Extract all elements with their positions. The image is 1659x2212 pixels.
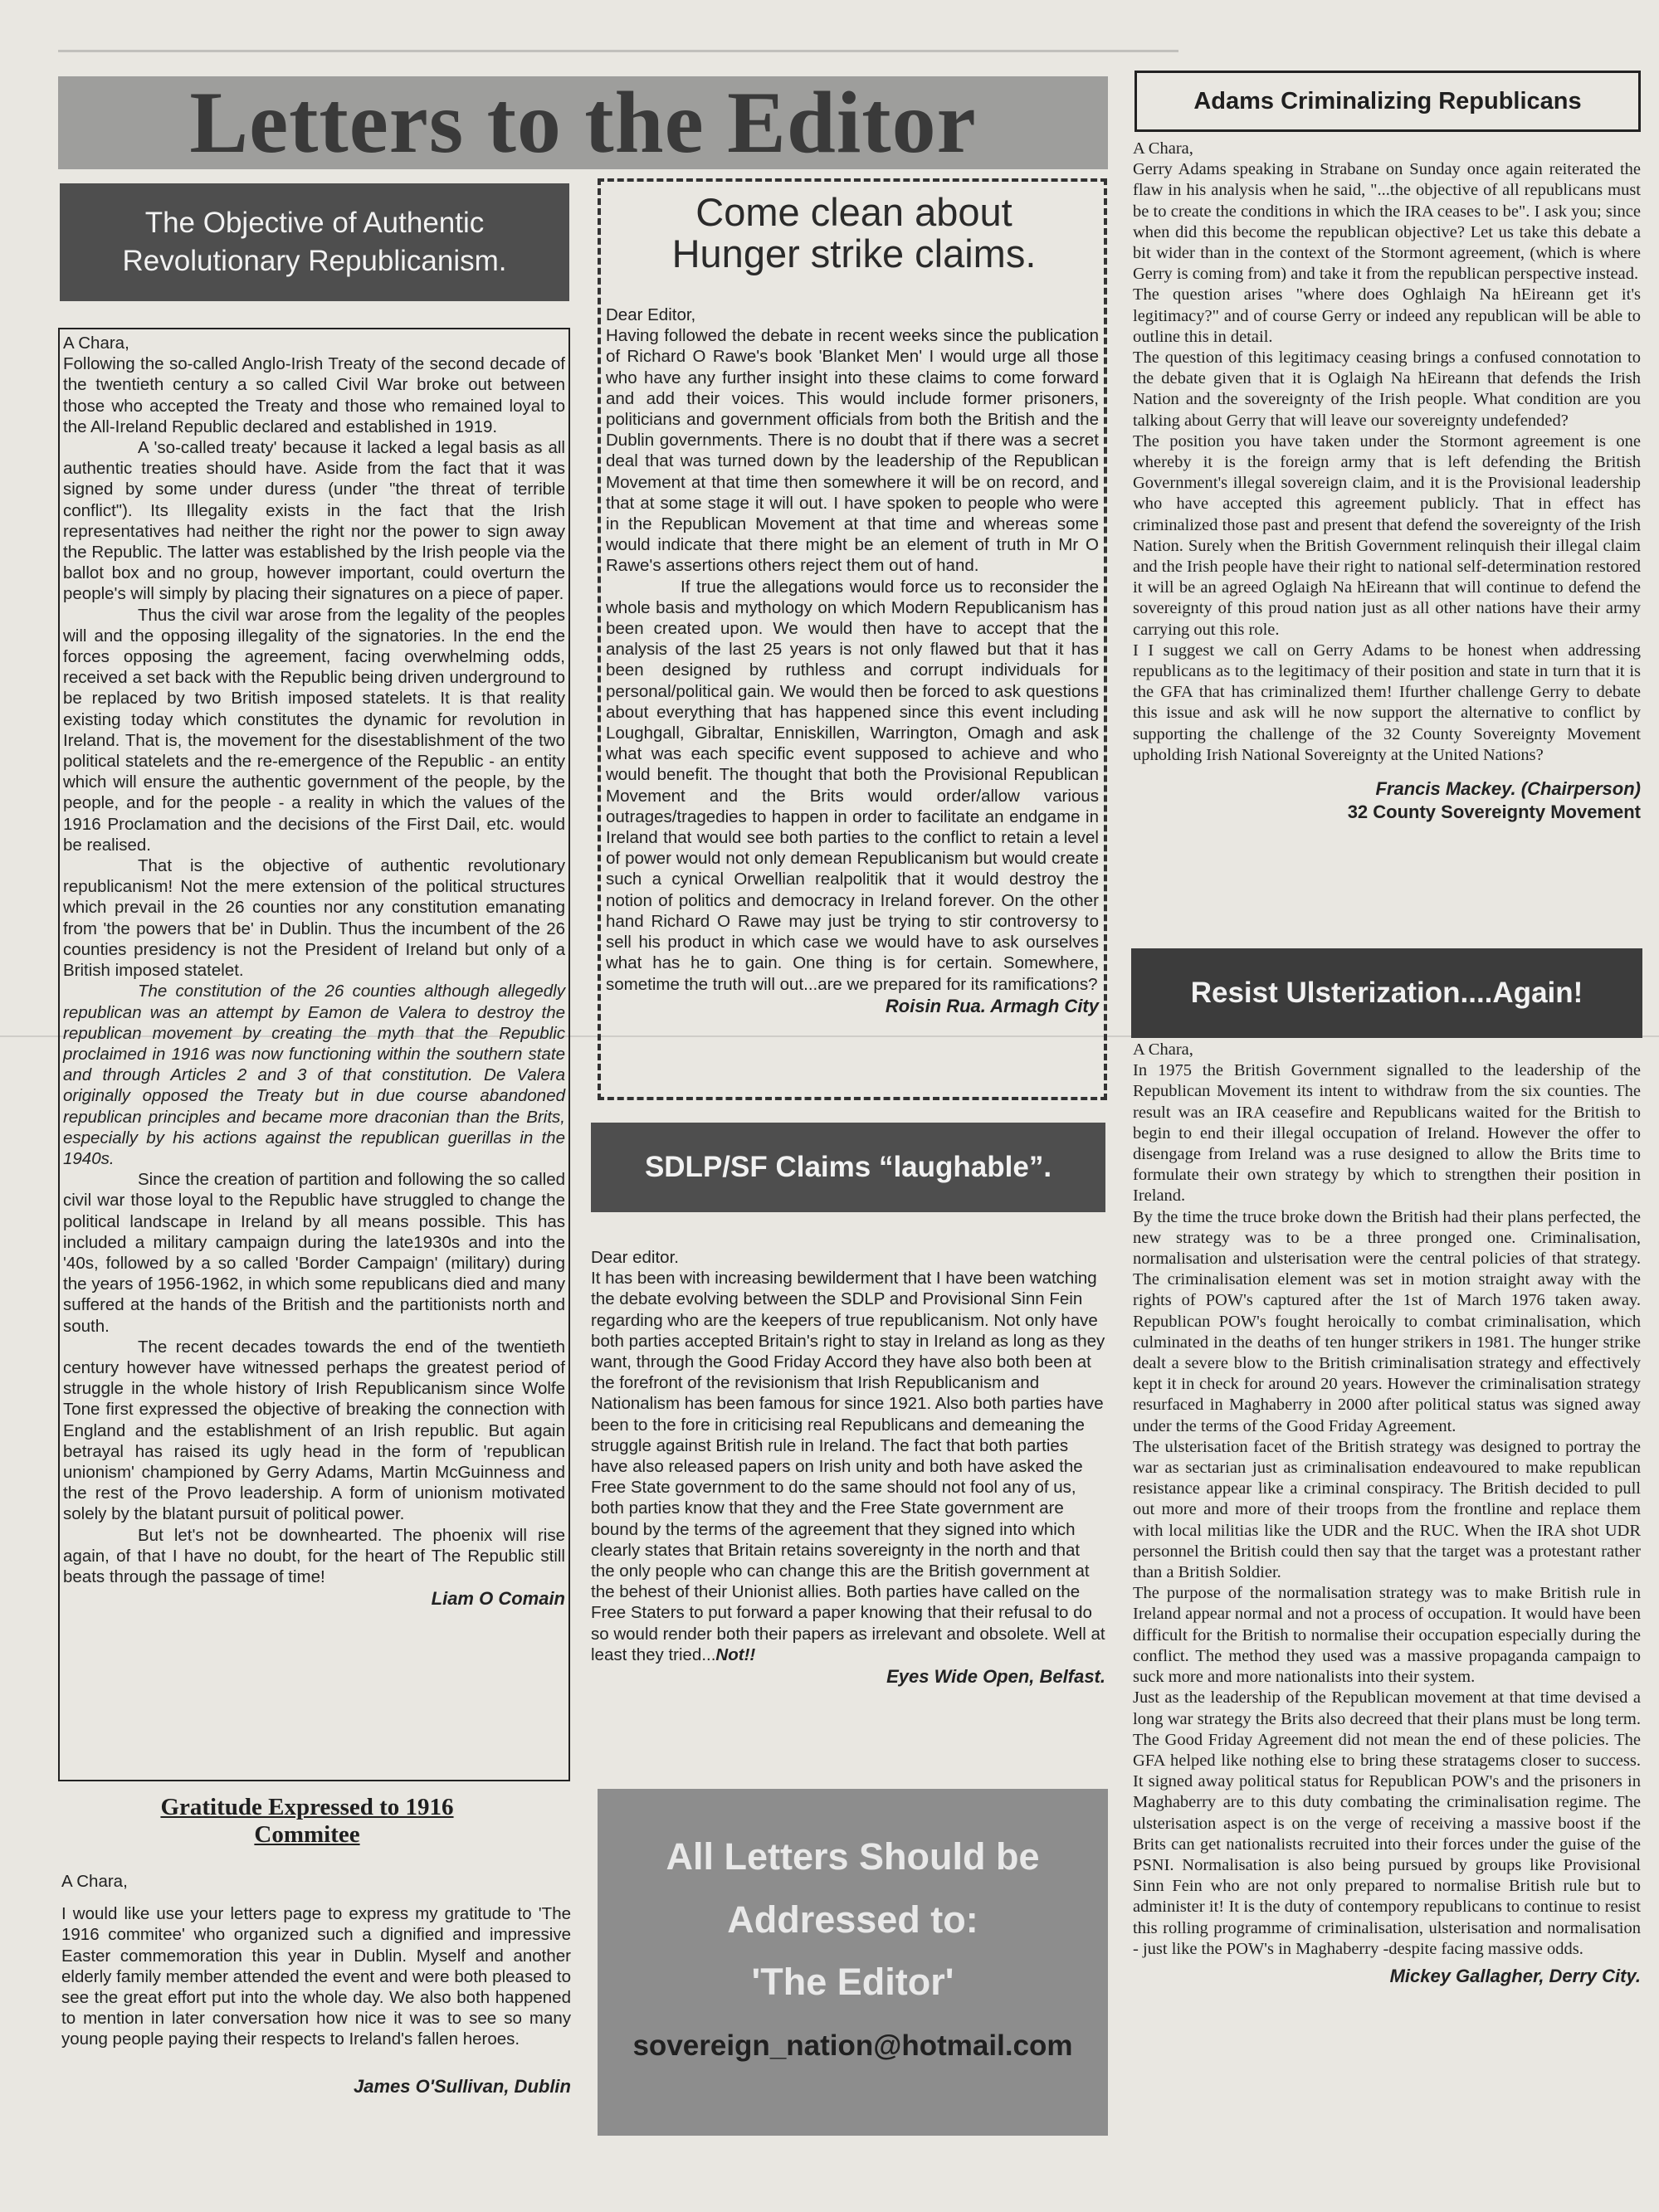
letter6-title: Resist Ulsterization....Again!: [1190, 977, 1583, 1009]
letter5-title: Adams Criminalizing Republicans: [1193, 87, 1582, 114]
letter1-paragraph: Thus the civil war arose from the legality of the peoples will and the opposing illegality of the signatories. In the end the forces opposing the agreement, facing overwhelming odds, received a set back with the Republic being driven underground to be replaced by two British imposed statelets. It is that reality existing today which constitutes the dynamic for revolution in Ireland. That is, the movement for the disestablishment of the two political statelets and the re-emergence of the Republic - an entity which will ensure the authentic government of the people, by the people, and for the people - a reality in which the values of the 1916 Proclamation and the decisions of the First Dail, etc. would be realised.: [63, 605, 565, 855]
letter1-title-banner: [60, 183, 569, 301]
letter6-paragraph: Just as the leadership of the Republican movement at that time devised a long war strategy the Brits also decreed that their plans must be long term. The Good Friday Agreement did not mean the end of these policies. The GFA helped like nothing else to bring these stratagems closer to success. It signed away political status for Republican POW's and the prisoners in Maghaberry are to this duty combating the criminalisation regime. The ulsterisation aspect is on the verge of receiving a massive boost if the Brits can get nationalists recruited into their forces under the guise of the PSNI. Normalisation is also being pursued by groups like Provisional Sinn Fein who are not only prepared to normalise British rule but to administer it! It is the duty of contempory republicans to continue to resist this rolling programme of criminalisation, ulsterisation and normalisation - just like the POW's in Maghaberry -despite facing massive odds.: [1133, 1688, 1641, 1958]
letter3-paragraph: Having followed the debate in recent weeks since the publication of Richard O Rawe's book 'Blanket Men' I would urge all those who have any further insight into these claims to come forward and add their voices. This would include former prisoners, politicians and government officials from both the British and the Dublin governments. There is no doubt that if there was a secret deal that was turned down by the leadership of the Republican Movement at that time then somewhere it will be on record, and that at some stage it will out. I have spoken to people who were in the Republican Movement at that time and whereas some would indicate that there might be an element of truth in Mr O Rawe's assertions others reject them out of hand.: [606, 326, 1099, 576]
letter6-salutation: A Chara,: [1133, 1040, 1193, 1059]
letter3-paragraph: If true the allegations would force us to reconsider the whole basis and mythology on which Modern Republicanism has been created upon. We would then have to accept that the analysis of the last 25 years is not only flawed but that it has been designed by ruthless and corrupt individuals for personal/political gain. We would then be forced to ask questions about everything that has happened since this event including Loughgall, Gibraltar, Enniskillen, Warrington, Omagh and ask what was each specific event supposed to achieve and who would benefit. The thought that both the Provisional Republican Movement and the Brits would order/allow various outrages/tragedies to happen in order to facilitate an endgame in Ireland that would see both parties to the conflict to retain a level of power would not only demean Republicanism but would create such a cynical Orwellian realpolitik that it would destroy the notion of politics and democracy in Ireland forever. On the other hand Richard O Rawe may just be trying to stir controversy to sell his product in which case we would have to ask ourselves what has he to gain. One thing is for certain. Somewhere, sometime the truth will out...are we prepared for its ramifications?: [606, 577, 1099, 994]
letter4-paragraph: [591, 1268, 1105, 1665]
masthead-title: Letters to the Editor: [189, 74, 977, 171]
letter5-paragraph: The position you have taken under the Stormont agreement is one whereby it is the foreign army that is left defending the British Government's illegal sovereign claim, and it is the Provisional leadership who have accepted this agreement publicly. That in effect has criminalized those past and present that defend the sovereignty of the Irish Nation. Surely when the British Government relinquish their illegal claim and the Irish people have their right to national self-determination restored it will be an agreed Oglaigh Na hEireann that will continue to defend the sovereignty of this proud nation just as all other nations have their army carrying out this role.: [1133, 431, 1641, 639]
letter1-paragraph: That is the objective of authentic revolutionary republicanism! Not the mere extension of the political structures which prevail in the 26 counties nor any constitution emanating from 'the powers that be' in Dublin. Thus the incumbent of the 26 counties presidency is not the President of Ireland but only of a British imposed statelet.: [63, 856, 565, 981]
letter1-paragraph: The recent decades towards the end of the twentieth century however have witnessed perhaps the greatest period of struggle in the whole history of Irish Republicanism since Wolfe Tone first expressed the objective of breaking the connection with England and the establishment of an Irish republic. But again betrayal has raised its ugly head in the form of 'republican unionism' championed by Gerry Adams, Martin McGuinness and the rest of the Provo leadership. A form of unionism motivated solely by the blatant pursuit of political power.: [63, 1337, 565, 1524]
letter3-signature: Roisin Rua. Armagh City: [885, 995, 1099, 1016]
letter6-title-banner: [1131, 948, 1642, 1038]
letter5-signature-name: Francis Mackey. (Chairperson): [1375, 778, 1641, 800]
letter2-salutation: A Chara,: [61, 1872, 128, 1891]
letter4-title: SDLP/SF Claims “laughable”.: [644, 1151, 1052, 1183]
letter4-paragraph-text: It has been with increasing bewilderment that I have been watching the debate evolving between the SDLP and Provisional Sinn Fein regarding who are the keepers of true republicanism. Not only have both parties accepted Britain's right to stay in Ireland as long as they want, through the Good Friday Accord they have also both been at the forefront of the revisionism that Irish Republicanism and Nationalism has been famous for since 1921. Also both parties have been to the fore in criticising real Republicans and demeaning the struggle against British rule in Ireland. The fact that both parties have also released papers on Irish unity and both have asked the Free State government to do the same should not fool any of us, both parties know that they and the Free State government are bound by the terms of the agreement that they signed into which clearly states that Britain retains sovereignty in the north and that the only people who can change this are the British government at the behest of their Unionist allies. Both parties have called on the Free Staters to put forward a paper knowing that their refusal to do so would render both their papers as irrelevant and obsolete. Well at least they tried...: [591, 1269, 1105, 1664]
letter1-paragraph: The constitution of the 26 counties although allegedly republican was an attempt by Eamon de Valera to destroy the republican movement by creating the myth that the Republic proclaimed in 1916 was now functioning within the southern state and through Articles 2 and 3 of that constitution. De Valera originally opposed the Treaty but in due course abandoned republican principles and became more draconian than the Brits, especially by his actions against the republican guerillas in the 1940s.: [63, 982, 565, 1168]
letter2-body: [61, 1871, 571, 2098]
masthead-banner: [58, 76, 1108, 169]
letter1-paragraph: Since the creation of partition and following the so called civil war those loyal to the Republic have struggled to change the political landscape in Ireland by all means possible. This has included a military campaign during the late1930s and into the '40s, followed by a so called 'Border Campaign' (military) during the years of 1956-1962, in which some republicans died and many suffered at the hands of the British and the partitionists north and south.: [63, 1170, 565, 1336]
letter6-paragraph: In 1975 the British Government signalled to the leadership of the Republican Movement its intent to withdraw from the six counties. The result was an IRA ceasefire and Republicans waited for the British to begin to end their illegal occupation of Ireland. However the offer to disengage from Ireland was a ruse designed to allow the Brits time to formulate their own strategy by which to strengthen their position in Ireland.: [1133, 1061, 1641, 1206]
letter5-paragraph: The question of this legitimacy ceasing brings a confused connotation to the debate given that it is Oglaigh Na hEireann that defends the Irish Nation and the sovereignty of the Irish people. What condition are you talking about Gerry that will leave our sovereignty undefended?: [1133, 348, 1641, 430]
letter3-box: [598, 178, 1107, 1100]
letter1-signature: Liam O Comain: [431, 1588, 565, 1610]
letter1-title: The Objective of Authentic Revolutionary Republicanism.: [122, 207, 507, 277]
editor-notice-box: [598, 1789, 1108, 2136]
letter5-body: [1133, 139, 1641, 824]
letter5-paragraph: I I suggest we call on Gerry Adams to be honest when addressing republicans as to the legitimacy of their position and state in turn that it is the GFA that has criminalized them! Ifurther challenge Gerry to debate this issue and ask will he now support the alternative to conflict by supporting the challenge of the 32 County Sovereignty Movement upholding Irish National Sovereignty at the United Nations?: [1133, 641, 1641, 764]
letter1-salutation: A Chara,: [63, 334, 129, 353]
letter2-signature: James O'Sullivan, Dublin: [354, 2075, 571, 2097]
notice-line1: All Letters Should be: [666, 1835, 1040, 1878]
top-margin-strip: [58, 50, 1178, 52]
letter5-salutation: A Chara,: [1133, 139, 1193, 158]
letter3-body: [606, 305, 1099, 1018]
letter1-box: [58, 328, 570, 1781]
letter5-paragraph: Gerry Adams speaking in Strabane on Sunday once again reiterated the flaw in his analysis when he said, "...the objective of all republicans must be to create the conditions in which the IRA ceases to be". I ask you; since when did this become the republican objective? Let us take this debate a bit wider than in the context of the Stormont agreement, (which is where Gerry is coming from) and take it from the republican perspective instead.: [1133, 160, 1641, 284]
letter2-paragraph: I would like use your letters page to express my gratitude to 'The 1916 commitee' who organized such a dignified and impressive Easter commemoration this year in Dublin. Myself and another elderly family member attended the event and were both pleased to see the great effort put into the whole day. We also both happened to mention in later conversation how nice it was to see so many young people paying their respects to Ireland's fallen heroes.: [61, 1904, 571, 2049]
letter6-body: [1133, 1040, 1641, 1988]
notice-line2: Addressed to:: [727, 1898, 978, 1941]
letter4-salutation: Dear editor.: [591, 1248, 679, 1267]
letter4-body: [591, 1247, 1105, 1688]
letter4-ending: Not!!: [715, 1644, 756, 1664]
letter1-paragraph: Following the so-called Anglo-Irish Treaty of the second decade of the twentieth century a so called Civil War broke out between those who accepted the Treaty and those who remained loyal to the All-Ireland Republic declared and established in 1919.: [63, 354, 565, 436]
letter1-paragraph: But let's not be downhearted. The phoenix will rise again, of that I have no doubt, for the heart of The Republic still beats through the passage of time!: [63, 1525, 565, 1586]
letter4-title-banner: [591, 1123, 1105, 1212]
letter4-signature: Eyes Wide Open, Belfast.: [886, 1666, 1105, 1688]
letter6-paragraph: The purpose of the normalisation strategy was to make British rule in Ireland appear normal and not a process of occupation. It would have been difficult for the British to normalise their occupation especially during the conflict. The method they used was a massive propaganda campaign to suck more and more nationalists into their system.: [1133, 1584, 1641, 1687]
letter6-signature: Mickey Gallagher, Derry City.: [1389, 1965, 1641, 1986]
letter5-signature-org: 32 County Sovereignty Movement: [1347, 801, 1641, 823]
letter3-title: Come clean about Hunger strike claims.: [671, 190, 1037, 275]
letter6-paragraph: By the time the truce broke down the British had their plans perfected, the new strategy was to be a three pronged one. Criminalisation, normalisation and ulsterisation were the central policies of that strategy. The criminalisation element was set in motion straight away with the rights of POW's captured after the 1st of March 1976 taken away. Republican POW's fought heroically to combat criminalisation, which culminated in the deaths of ten hunger strikers in 1981. The hunger strike dealt a severe blow to the British criminalisation strategy and effectively kept it in check for around 20 years. However the criminalisation strategy resurfaced in Maghaberry in 2000 after political status was signed away under the terms of the Good Friday Agreement.: [1133, 1207, 1641, 1435]
letter5-title-box: [1134, 71, 1641, 132]
letter5-paragraph: The question arises "where does Oghlaigh Na hEireann get it's legitimacy?" and of course Gerry or indeed any republican will be able to outline this in detail.: [1133, 285, 1641, 346]
notice-line3: 'The Editor': [751, 1961, 954, 2003]
letter2-title: Gratitude Expressed to 1916 Commitee: [160, 1794, 454, 1848]
notice-email-link[interactable]: sovereign_nation@hotmail.com: [632, 2029, 1073, 2062]
letter1-paragraph: A 'so-called treaty' because it lacked a legal basis as all authentic treaties should have. Aside from the fact that it was signed by some under duress (under "the threat of terrible conflict"). Its Illegality exists in the fact that the Irish representatives had neither the right nor the power to sign away the Republic. The latter was established by the Irish people via the ballot box and no group, however important, could overturn the people's will simply by placing their signatures on a piece of paper.: [63, 438, 565, 604]
letter6-paragraph: The ulsterisation facet of the British strategy was designed to portray the war as sectarian just as criminalisation endeavoured to make republican resistance appear like a criminal conspiracy. The British decided to pull out more and more of their troops from the frontline and replace them with local militias like the UDR and the RUC. When the IRA shot UDR personnel the British could then say that the target was a protestant rather than a British Soldier.: [1133, 1437, 1641, 1582]
letter3-salutation: Dear Editor,: [606, 305, 696, 324]
